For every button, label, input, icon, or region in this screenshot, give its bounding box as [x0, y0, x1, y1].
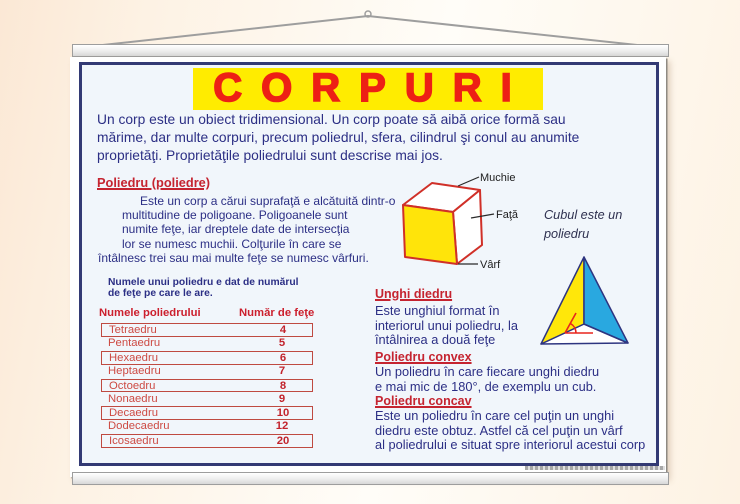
poliedru-concav-heading: Poliedru concav	[375, 394, 472, 408]
cube-caption: Cubul este un poliedru	[544, 208, 623, 241]
row-faces: 12	[275, 420, 289, 433]
row-name: Decaedru	[109, 407, 158, 420]
bottom-rail	[72, 472, 669, 485]
table-row	[101, 434, 313, 448]
table-row	[101, 351, 313, 365]
poliedru-line: întâlnesc trei sau mai multe feţe se numesc vârfuri.	[98, 250, 369, 265]
title-banner	[193, 68, 543, 110]
table-header-faces: Număr de feţe	[239, 307, 315, 319]
poliedru-heading: Poliedru (poliedre)	[97, 175, 211, 190]
poliedru-line: lor se numesc muchii. Colţurile în care se	[122, 236, 342, 251]
table-row	[101, 420, 313, 434]
table-note-line: Numele unui poliedru e dat de numărul	[108, 277, 299, 288]
cube-diagram	[395, 165, 520, 290]
convex-line: e mai mic de 180°, de exemplu un cub.	[375, 378, 597, 394]
tetrahedron-diagram	[535, 250, 635, 350]
intro-line: mărime, dar multe corpuri, precum poliedrul, sfera, cilindrul şi conul au anumite	[97, 130, 580, 145]
poliedru-paragraph	[98, 194, 396, 265]
unghi-line: Este unghiul format în	[375, 303, 500, 318]
poliedru-convex-heading: Poliedru convex	[375, 350, 472, 364]
intro-paragraph	[97, 111, 579, 165]
edge-label: Muchie	[480, 172, 516, 184]
row-name: Octoedru	[109, 379, 156, 392]
row-faces: 4	[279, 324, 287, 336]
row-name: Dodecaedru	[108, 420, 170, 433]
row-name: Heptaedru	[108, 364, 161, 377]
convex-line: Un poliedru în care fiecare unghi diedru	[375, 364, 600, 379]
row-name: Icosaedru	[109, 435, 159, 448]
poster-frame	[79, 62, 659, 466]
polyhedra-table	[101, 323, 313, 449]
table-header-name: Numele poliedrului	[99, 307, 201, 319]
table-row	[101, 379, 313, 393]
table-row	[101, 365, 313, 379]
cube-front-face	[403, 205, 457, 264]
table-row	[101, 406, 313, 420]
row-faces: 6	[279, 351, 287, 364]
poliedru-convex-paragraph	[375, 365, 599, 394]
row-name: Nonaedru	[108, 392, 158, 405]
unghi-line: întâlnirea a două feţe	[375, 332, 496, 348]
table-row	[101, 323, 313, 337]
edge-leader-line	[458, 177, 479, 186]
unghi-line: interiorul unui poliedru, la	[375, 317, 518, 333]
row-faces: 7	[278, 364, 286, 377]
top-rail	[72, 44, 669, 57]
poliedru-concav-paragraph	[375, 409, 645, 453]
row-name: Pentaedru	[108, 336, 161, 349]
unghi-diedru-heading: Unghi diedru	[375, 287, 453, 301]
row-faces: 9	[278, 392, 286, 405]
fine-print	[525, 466, 665, 470]
intro-line: proprietăţi. Proprietăţile poliedrului sunt descrise mai jos.	[97, 148, 443, 163]
poliedru-line: Este un corp a cărui suprafaţă e alcătuită dintr-o	[140, 194, 396, 208]
row-faces: 5	[278, 336, 286, 349]
table-row	[101, 337, 313, 351]
poster-title: CORPURI	[213, 66, 531, 110]
concav-line: diedru este obtuz. Astfel că cel puţin un vârf	[375, 422, 623, 438]
table-note	[108, 278, 299, 300]
poster-sheet	[70, 57, 666, 477]
row-faces: 20	[276, 435, 290, 448]
table-note-line: de feţe pe care le are.	[108, 287, 213, 299]
row-faces: 10	[276, 407, 290, 420]
unghi-diedru-paragraph	[375, 304, 518, 348]
table-row	[101, 393, 313, 407]
vertex-label: Vârf	[480, 259, 501, 271]
poliedru-line: numite feţe, iar dreptele date de intersecţia	[122, 222, 350, 237]
poliedru-line: multitudine de poligoane. Poligoanele sunt	[122, 208, 348, 223]
intro-line: Un corp este un obiect tridimensional. Un corp poate să aibă orice formă sau	[97, 112, 566, 127]
row-faces: 8	[279, 379, 287, 392]
row-name: Hexaedru	[109, 351, 158, 364]
concav-line: al poliedrului e situat spre interiorul acestui corp	[375, 437, 646, 453]
row-name: Tetraedru	[109, 324, 157, 336]
face-label: Faţă	[496, 209, 519, 221]
concav-line: Este un poliedru în care cel puţin un unghi	[375, 408, 615, 423]
